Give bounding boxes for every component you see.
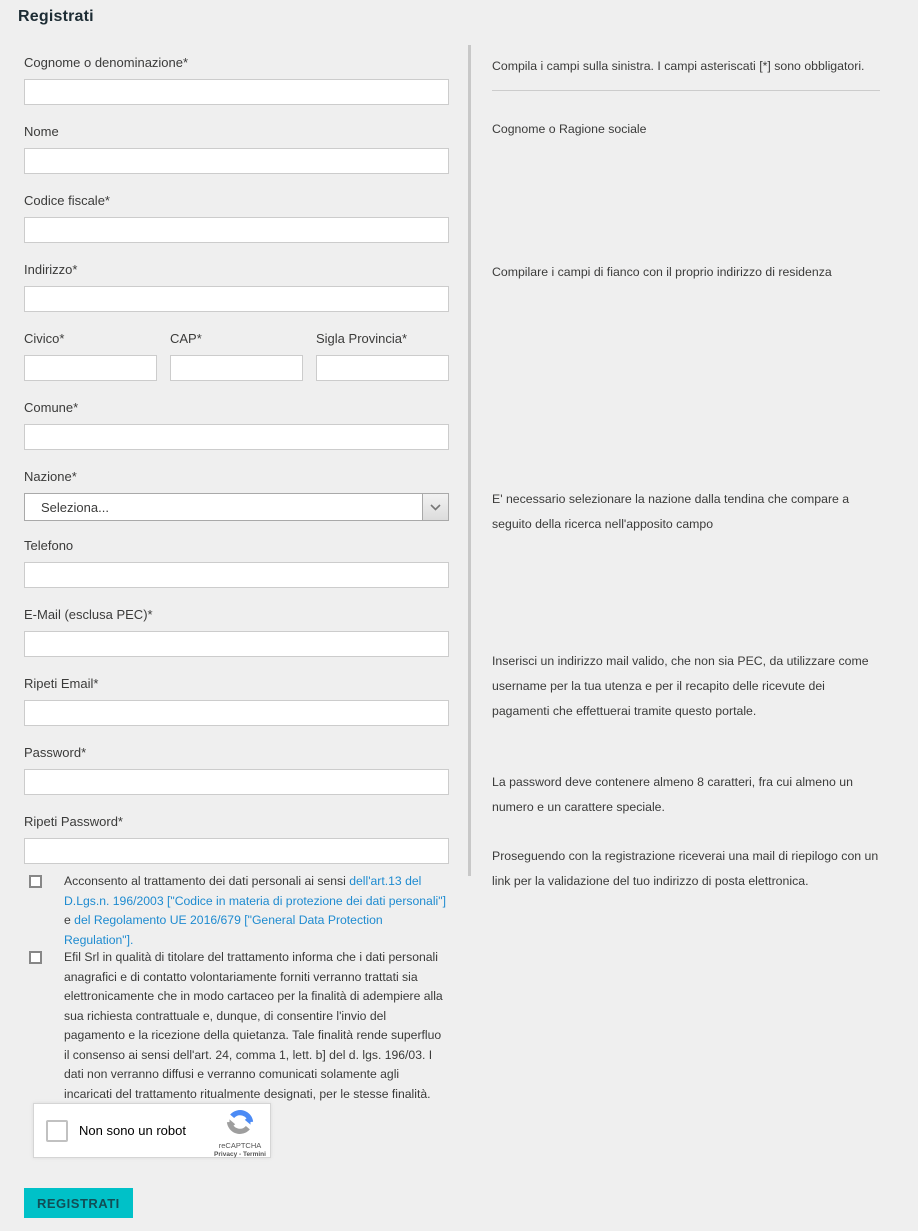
recaptcha-icon	[226, 1108, 254, 1136]
ripeti-email-input[interactable]	[24, 700, 449, 726]
ripeti-password-label: Ripeti Password*	[24, 814, 123, 829]
email-label: E-Mail (esclusa PEC)*	[24, 607, 153, 622]
codice-fiscale-label: Codice fiscale*	[24, 193, 110, 208]
hint-registrazione: Proseguendo con la registrazione riceverai una mail di riepilogo con un link per la validazione del tuo indirizzo di posta elettronica.	[492, 849, 879, 888]
codice-fiscale-input[interactable]	[24, 217, 449, 243]
hint-cognome: Cognome o Ragione sociale	[492, 122, 647, 136]
recaptcha-logo-block	[211, 1108, 269, 1158]
recaptcha-label: Non sono un robot	[79, 1123, 186, 1138]
field-civico	[24, 332, 157, 381]
sigla-provincia-input[interactable]	[316, 355, 449, 381]
field-comune	[24, 401, 449, 450]
comune-label: Comune*	[24, 400, 79, 415]
hint-nazione: E' necessario selezionare la nazione dalla tendina che compare a seguito della ricerca nell'apposito campo	[492, 492, 850, 531]
column-divider	[468, 45, 471, 876]
privacy-consent-row	[24, 872, 449, 950]
ripeti-email-label: Ripeti Email*	[24, 676, 99, 691]
sigla-provincia-label: Sigla Provincia*	[316, 331, 408, 346]
hint-email: Inserisci un indirizzo mail valido, che non sia PEC, da utilizzare come username per la tua utenza e per il recapito delle ricevute dei pagamenti che effettuerai tramite questo portale.	[492, 654, 869, 718]
address-detail-row	[24, 332, 449, 401]
field-nazione	[24, 470, 449, 521]
field-ripeti-password	[24, 815, 449, 864]
recaptcha-brand-text: reCAPTCHA	[218, 1141, 262, 1150]
treatment-consent-row	[24, 948, 449, 1104]
chevron-down-icon[interactable]	[422, 494, 448, 520]
privacy-law-link[interactable]: dell'art.13 del D.Lgs.n. 196/2003 ["Codice in materia di protezione dei dati personali"]	[64, 874, 446, 908]
nome-label: Nome	[24, 124, 59, 139]
hint-indirizzo: Compilare i campi di fianco con il proprio indirizzo di residenza	[492, 265, 832, 279]
field-ripeti-email	[24, 677, 449, 726]
civico-label: Civico*	[24, 331, 65, 346]
hint-password: La password deve contenere almeno 8 caratteri, fra cui almeno un numero e un carattere speciale.	[492, 775, 853, 814]
telefono-label: Telefono	[24, 538, 74, 553]
field-cognome	[24, 56, 449, 105]
comune-input[interactable]	[24, 424, 449, 450]
privacy-text-before: Acconsento al trattamento dei dati personali ai sensi	[64, 874, 350, 888]
field-sigla-provincia	[316, 332, 449, 381]
privacy-consent-text	[64, 872, 449, 950]
cap-input[interactable]	[170, 355, 303, 381]
recaptcha-widget	[33, 1103, 271, 1158]
nazione-label: Nazione*	[24, 469, 77, 484]
email-input[interactable]	[24, 631, 449, 657]
registration-form	[24, 56, 449, 884]
civico-input[interactable]	[24, 355, 157, 381]
cognome-label: Cognome o denominazione*	[24, 55, 189, 70]
cognome-input[interactable]	[24, 79, 449, 105]
field-nome	[24, 125, 449, 174]
privacy-consent-checkbox[interactable]	[29, 875, 42, 888]
privacy-text-middle: e	[64, 913, 75, 927]
password-label: Password*	[24, 745, 87, 760]
telefono-input[interactable]	[24, 562, 449, 588]
nazione-select[interactable]	[24, 493, 449, 521]
cap-label: CAP*	[170, 331, 202, 346]
indirizzo-label: Indirizzo*	[24, 262, 78, 277]
field-password	[24, 746, 449, 795]
treatment-consent-checkbox[interactable]	[29, 951, 42, 964]
recaptcha-privacy-terms-links[interactable]: Privacy - Termini	[214, 1150, 266, 1158]
indirizzo-input[interactable]	[24, 286, 449, 312]
field-email	[24, 608, 449, 657]
field-codice-fiscale	[24, 194, 449, 243]
ripeti-password-input[interactable]	[24, 838, 449, 864]
field-telefono	[24, 539, 449, 588]
nome-input[interactable]	[24, 148, 449, 174]
registrati-button[interactable]: REGISTRATI	[24, 1188, 133, 1218]
gdpr-link[interactable]: del Regolamento UE 2016/679 ["General Data Protection Regulation"].	[64, 913, 383, 947]
treatment-consent-text: Efil Srl in qualità di titolare del trattamento informa che i dati personali anagrafici e di contatto volontariamente forniti verranno trattati sia elettronicamente che in modo cartaceo per la finalità di adempiere alla sua richiesta contrattuale e, dunque, di consentire l'invio del pagamento e la ricezione della quietanza. Tale finalità rende superfluo il consenso ai sensi dell'art. 24, comma 1, lett. b] del d. lgs. 196/03. I dati non verranno diffusi e verranno comunicati solamente agli incaricati del trattamento ritualmente designati, per le stesse finalità.	[64, 950, 443, 1101]
page-title: Registrati	[18, 8, 94, 25]
recaptcha-checkbox[interactable]	[46, 1120, 68, 1142]
field-cap	[170, 332, 303, 381]
help-intro-text: Compila i campi sulla sinistra. I campi asteriscati [*] sono obbligatori.	[492, 59, 865, 73]
nazione-selected-value: Seleziona...	[41, 499, 109, 515]
password-input[interactable]	[24, 769, 449, 795]
field-indirizzo	[24, 263, 449, 312]
help-divider	[492, 90, 880, 91]
